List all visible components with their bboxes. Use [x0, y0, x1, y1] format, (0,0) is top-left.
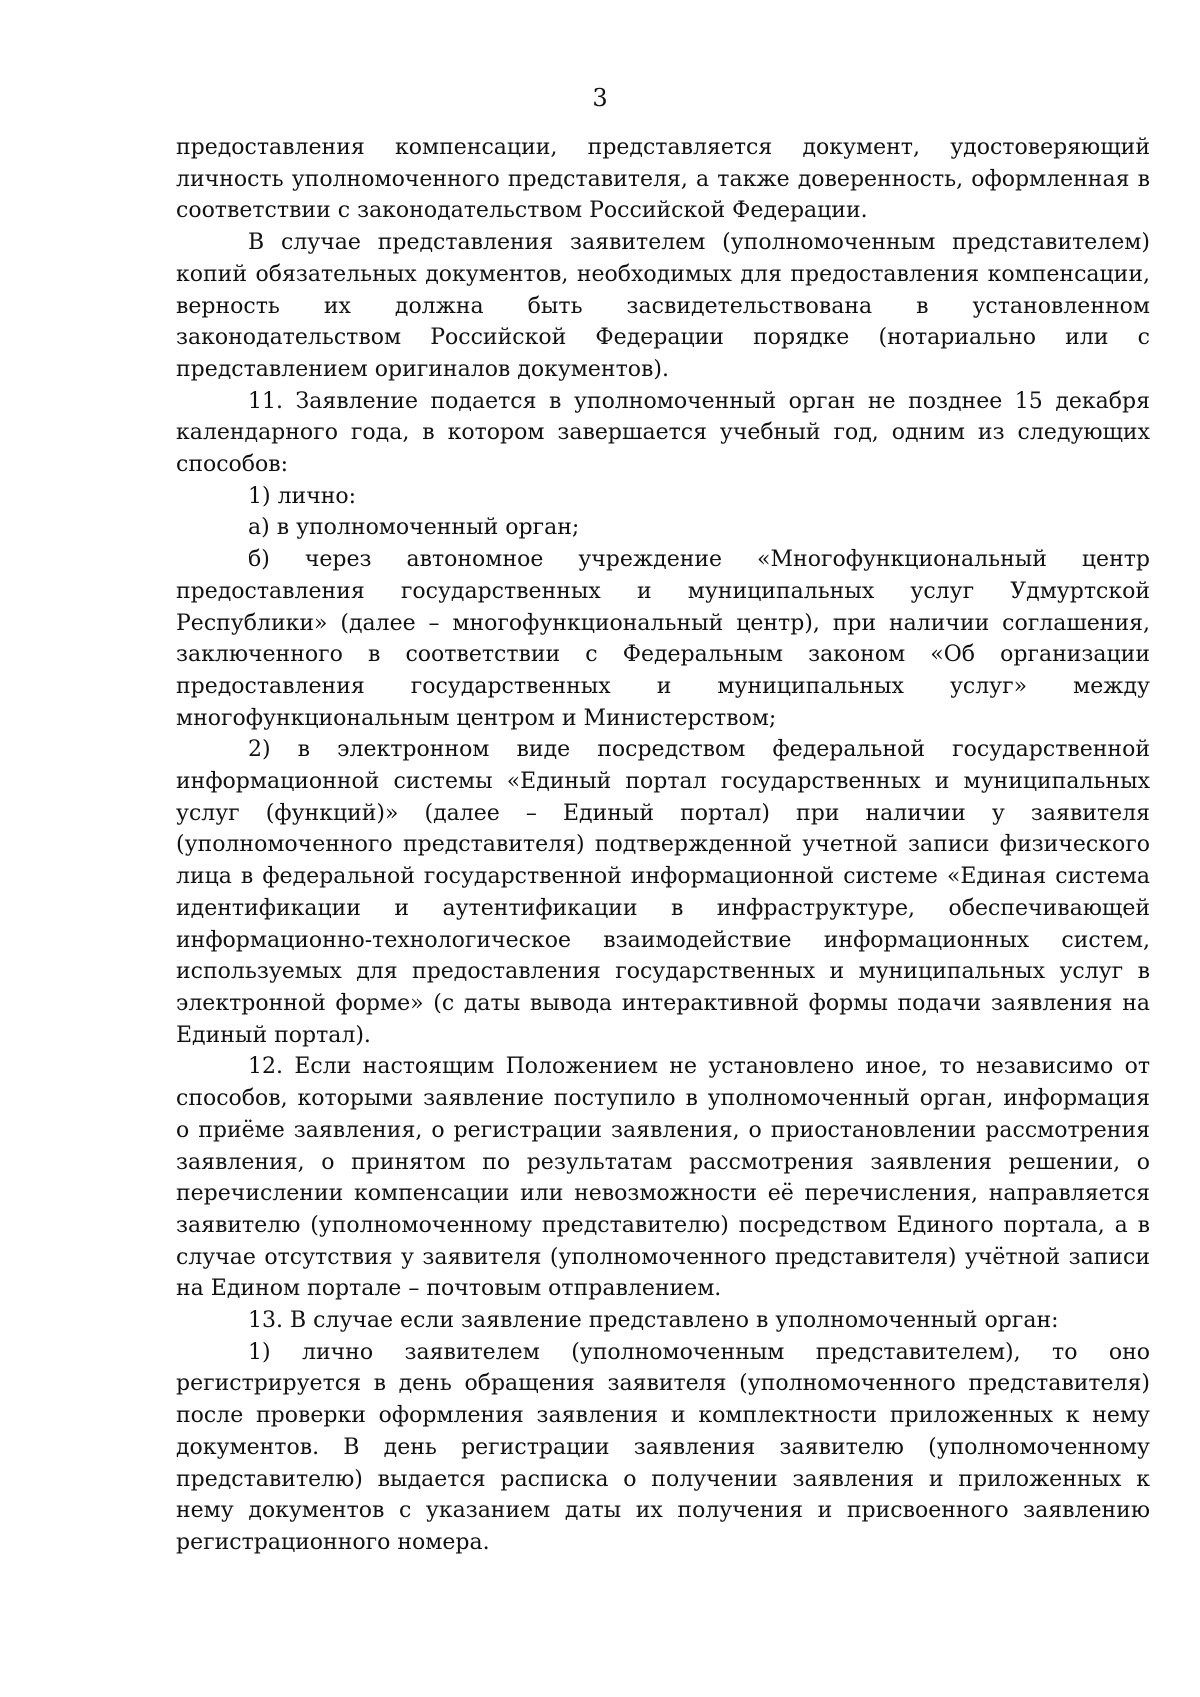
list-item-electronic: 2) в электронном виде посредством федеральной государственной информационной системы «Единый портал государственных и муниципальных услуг (функций)» (далее – Единый портал) при наличии у заявителя (уполномоченного представителя) подтвержденной учетной записи физического лица в федеральной государственной информационной системе «Единая система идентификации и аутентификации в инфраструктуре, обеспечивающей информационно-технологическое взаимодействие информационных систем, используемых для предоставления государственных и муниципальных услуг в электронной форме» (с даты вывода интерактивной формы подачи заявления на Единый портал).: [176, 737, 1150, 1048]
list-item-authorized-body: а) в уполномоченный орган;: [248, 515, 580, 541]
document-body: [176, 132, 1150, 1559]
list-item-in-person: 1) лично:: [248, 483, 357, 509]
paragraph-clause-13: 13. В случае если заявление представлено в уполномоченный орган:: [248, 1308, 1059, 1334]
page-number: 3: [592, 84, 608, 112]
list-item-mfc: б) через автономное учреждение «Многофункциональный центр предоставления государственных и муниципальных услуг Удмуртской Республики» (далее – многофункциональный центр), при наличии соглашения, заключенного в соответствии с Федеральным законом «Об организации предоставления государственных и муниципальных услуг» между многофункциональным центром и Министерством;: [176, 547, 1150, 731]
list-item-registration: 1) лично заявителем (уполномоченным представителем), то оно регистрируется в день обращения заявителя (уполномоченного представителя) после проверки оформления заявления и комплектности приложенных к нему документов. В день регистрации заявления заявителю (уполномоченному представителю) выдается расписка о получении заявления и приложенных к нему документов с указанием даты их получения и присвоенного заявлению регистрационного номера.: [176, 1339, 1150, 1555]
paragraph-clause-11: 11. Заявление подается в уполномоченный орган не позднее 15 декабря календарного года, в котором завершается учебный год, одним из следующих способов:: [176, 388, 1150, 478]
paragraph-copies-certification: В случае представления заявителем (уполномоченным представителем) копий обязательных документов, необходимых для предоставления компенсации, верность их должна быть засвидетельствована в установленном законодательством Российской Федерации порядке (нотариально или с представлением оригиналов документов).: [176, 230, 1150, 382]
paragraph-clause-12: 12. Если настоящим Положением не установлено иное, то независимо от способов, которыми заявление поступило в уполномоченный орган, информация о приёме заявления, о регистрации заявления, о приостановлении рассмотрения заявления, о принятом по результатам рассмотрения заявления решении, о перечислении компенсации или невозможности её перечисления, направляется заявителю (уполномоченному представителю) посредством Единого портала, а в случае отсутствия у заявителя (уполномоченного представителя) учётной записи на Едином портале – почтовым отправлением.: [176, 1054, 1150, 1302]
paragraph-continuation: предоставления компенсации, представляется документ, удостоверяющий личность уполномоченного представителя, а также доверенность, оформленная в соответствии с законодательством Российской Федерации.: [176, 135, 1150, 224]
